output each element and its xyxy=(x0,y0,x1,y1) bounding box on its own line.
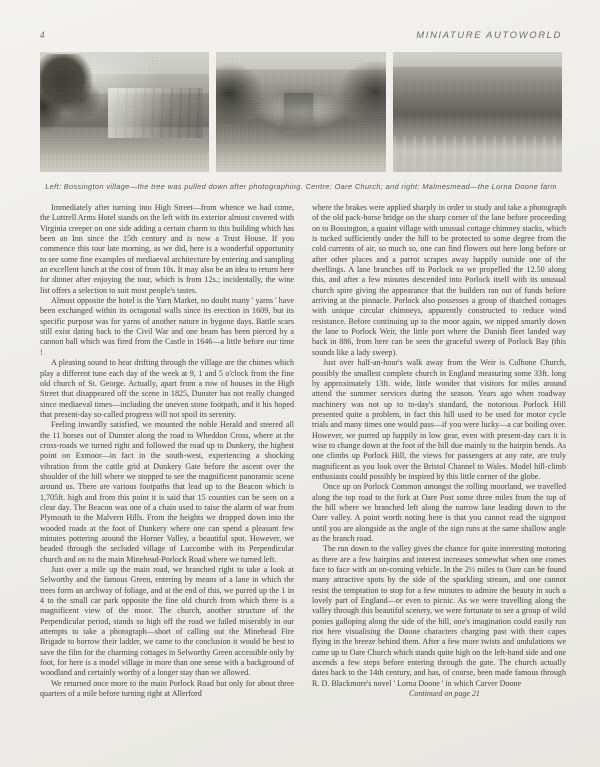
photo-oare-church xyxy=(216,52,385,172)
body-columns xyxy=(40,203,566,749)
magazine-title: MINIATURE AUTOWORLD xyxy=(416,30,562,41)
paragraph: where the brakes were applied sharply in order to study and take a photograph of the old pack-horse bridge on the sharp corner of the lane before proceeding on to Bossington, a quaint village with unusual cottage chimney stacks, which is tucked sufficiently under the hill to be protected to some degree from the cold currents of air, so much so, one can find flowers out here long before or after other places and a parrot scrapes away happily outside one of the dwellings. A lane branches off to Porlock so we propelled the 12.50 along this, and after a few minutes descended into Porlock itself with its unusual church spire giving the appearance that the builders ran out of funds before arriving at the pinnacle. Porlock also possesses a group of thatched cottages with unique circular chimneys, apparently constructed to reduce wind resistance. Before continuing up to the moor again, we nipped smartly down the lane to Porlock Weir, the little port where the Danish fleet landed way back in 886, from here can be seen the graceful sweep of Porlock Bay (this sounds like a lady sweep). xyxy=(312,203,566,357)
paragraph: A pleasing sound to hear drifting through the village are the chimes which play a different tune each day of the week at 9, 1 and 5 o'clock from the fine old church of St. George. Actually, apart from a row of houses in the High Street that disappeared off the scene in 1825, Dunster has not really changed since mediaeval times—including the uneven stone footpath, and it his hoped that present-day so-called progress will not spoil its serenity. xyxy=(40,358,294,419)
paragraph: We returned once more to the main Porlock Road but only for about three quarters of a mile before turning right at Allerford xyxy=(40,678,294,699)
photo-caption: Left: Bossington village—the tree was pulled down after photographing. Centre: Oare Church; and right: Malmesmead—the Lorna Doone farm xyxy=(45,182,557,191)
column-right xyxy=(312,203,566,749)
photo-strip xyxy=(40,52,562,172)
photo-grain-overlay xyxy=(216,52,385,172)
page-folio-number: 4 xyxy=(40,30,45,40)
photo-grain-overlay xyxy=(393,52,562,172)
paragraph: Just over a mile up the main road, we branched right to take a look at Selworthy and the famous Green, entering by means of a lane in which the trees form an archway of foliage, and at the end of this, we purred up the 1 in 4 to the small car park opposite the fine old church from which there is a magnificent view of the moor. The church, another structure of the Perpendicular period, stands so high off the road we failed miserably in our attempts to take a photograph—short of calling out the Minehead Fire Brigade to borrow their ladder, we came to the conclusion it would be best to save the film for the charming cottages in Selworthy Green accessible only by foot, for here is a model village in more than one sense with a background of woodland and certainly worthy of a longer stay than we allowed. xyxy=(40,565,294,678)
paragraph: Immediately after turning into High Street—from whence we had come, the Luttrell Arms Hotel stands on the left with its exterior almost covered with Virginia creeper on one side adding a certain charm to this building which has been an Inn since the 15th century and is now a Trust House. If you commence this tour late morning, as we did, here is a wonderful opportunity to see some fine examples of mediaeval architecture by entering and sampling an excellent lunch at the cost of from 10s. It may also be an idea to return here for dinner after enjoying the tour, which is from 12s.; incidentally, the wine list offers a selection to suit most people's tastes. xyxy=(40,203,294,295)
photo-malmesmead-lorna-doone-farm xyxy=(393,52,562,172)
photo-grain-overlay xyxy=(40,52,209,172)
paragraph: Once up on Porlock Common amongst the rolling moorland, we travelled along the top road to the fork at Oare Post some three miles from the top of the hill where we branched left along the narrow lane leading down to the Oare valley. A point worth noting here is that you cannot read the signpost until you are alongside as the angle of the sign runs at the same shallow angle as the branch road. xyxy=(312,482,566,543)
continued-on-page-note: Continued on page 21 xyxy=(409,689,480,699)
running-head xyxy=(40,30,562,44)
paragraph: Feeling inwardly satisfied, we mounted the noble Herald and steered all the 11 horses out of Dunster along the road to Wheddon Cross, where at the cross-roads we turned right and followed the road up to Dunkery, the highest point on Exmoor—in fact in the south-west, experiencing a shocking vibration from the cattle grid at Dunkery Gate before the ascent over the shoulder of the hill where we stopped to see the magnificent panoramic scene around us. There are various footpaths that lead up to the Beacon which is 1,705ft. high and from this point it is said that 15 counties can be seen on a clear day. The Beacon was one of a chain used to raise the alarm of war from Plymouth to the Malvern Hills. From the heights we dropped down into the wooded roads at the foot of Dunkery where one can spend a pleasant few minutes pottering around the Horner Valley, a beautiful spot. However, we headed through the secluded village of Luccombe with its Perpendicular church and on to the main Minehead-Porlock Road where we turned left. xyxy=(40,420,294,564)
paragraph: Almost opposite the hotel is the Yarn Market, no doubt many ' yarns ' have been exchanged within its octagonal walls since its erection in 1609, but its specific purpose was for yarns of another nature in bygone days. Battle scars still exist dating back to the Civil War and one beam has been pierced by a cannon ball which was fired from the Castle in 1646—a little before our time ! xyxy=(40,296,294,357)
paragraph: Just over half-an-hour's walk away from the Weir is Culbone Church, possibly the smallest complete church in England measuring some 33ft. long by approximately 13ft. wide, little wonder that visitors for miles around attend the summer services during the season. Years ago when roadway machinery was not up to to-day's standard, the notorious Porlock Hill presented quite a problem, in fact this hill used to be used for motor cycle trials and many times one would pass—if you were lucky—a car boiling over. However, we purred up happily in low gear, even with present-day cars it is wise to change down at the foot of the hill due mainly to the hairpin bends. As one climbs up Porlock Hill, the views for passengers at any rate, are truly magnificent as you look over the Bristol Channel to Wales. Model hill-climb enthusiasts could possibly be inspired by this little corner of the globe. xyxy=(312,358,566,481)
paragraph: The run down to the valley gives the chance for quite interesting motoring as there are a few hairpins and interest increases somewhat when one comes face to face with an on-coming vehicle. In the 2½ miles to Oare can be found many attractive spots by the side of the sparkling stream, and one cannot resist the temptation to stop for a few minutes to admire the beauty in such a lovely part of England—or even to picnic. As we were travelling along the valley through this beautiful scenery, we were fortunate to see a group of wild ponies galloping along the side of the hill, one's imagination could easily run riot here visualising the Doone characters charging past with their capes flying in the breeze behind them. After a few more twists and undulations we came up to Oare Church which stands quite high on the left-hand side and one ascends a few steps before entering through the gate. The church actually dates back to the 14th century, and has, of course, been made famous through R. D. Blackmore's novel ' Lorna Doone ' in which Carver Doone xyxy=(312,544,566,688)
column-left xyxy=(40,203,294,749)
photo-bossington-village xyxy=(40,52,209,172)
